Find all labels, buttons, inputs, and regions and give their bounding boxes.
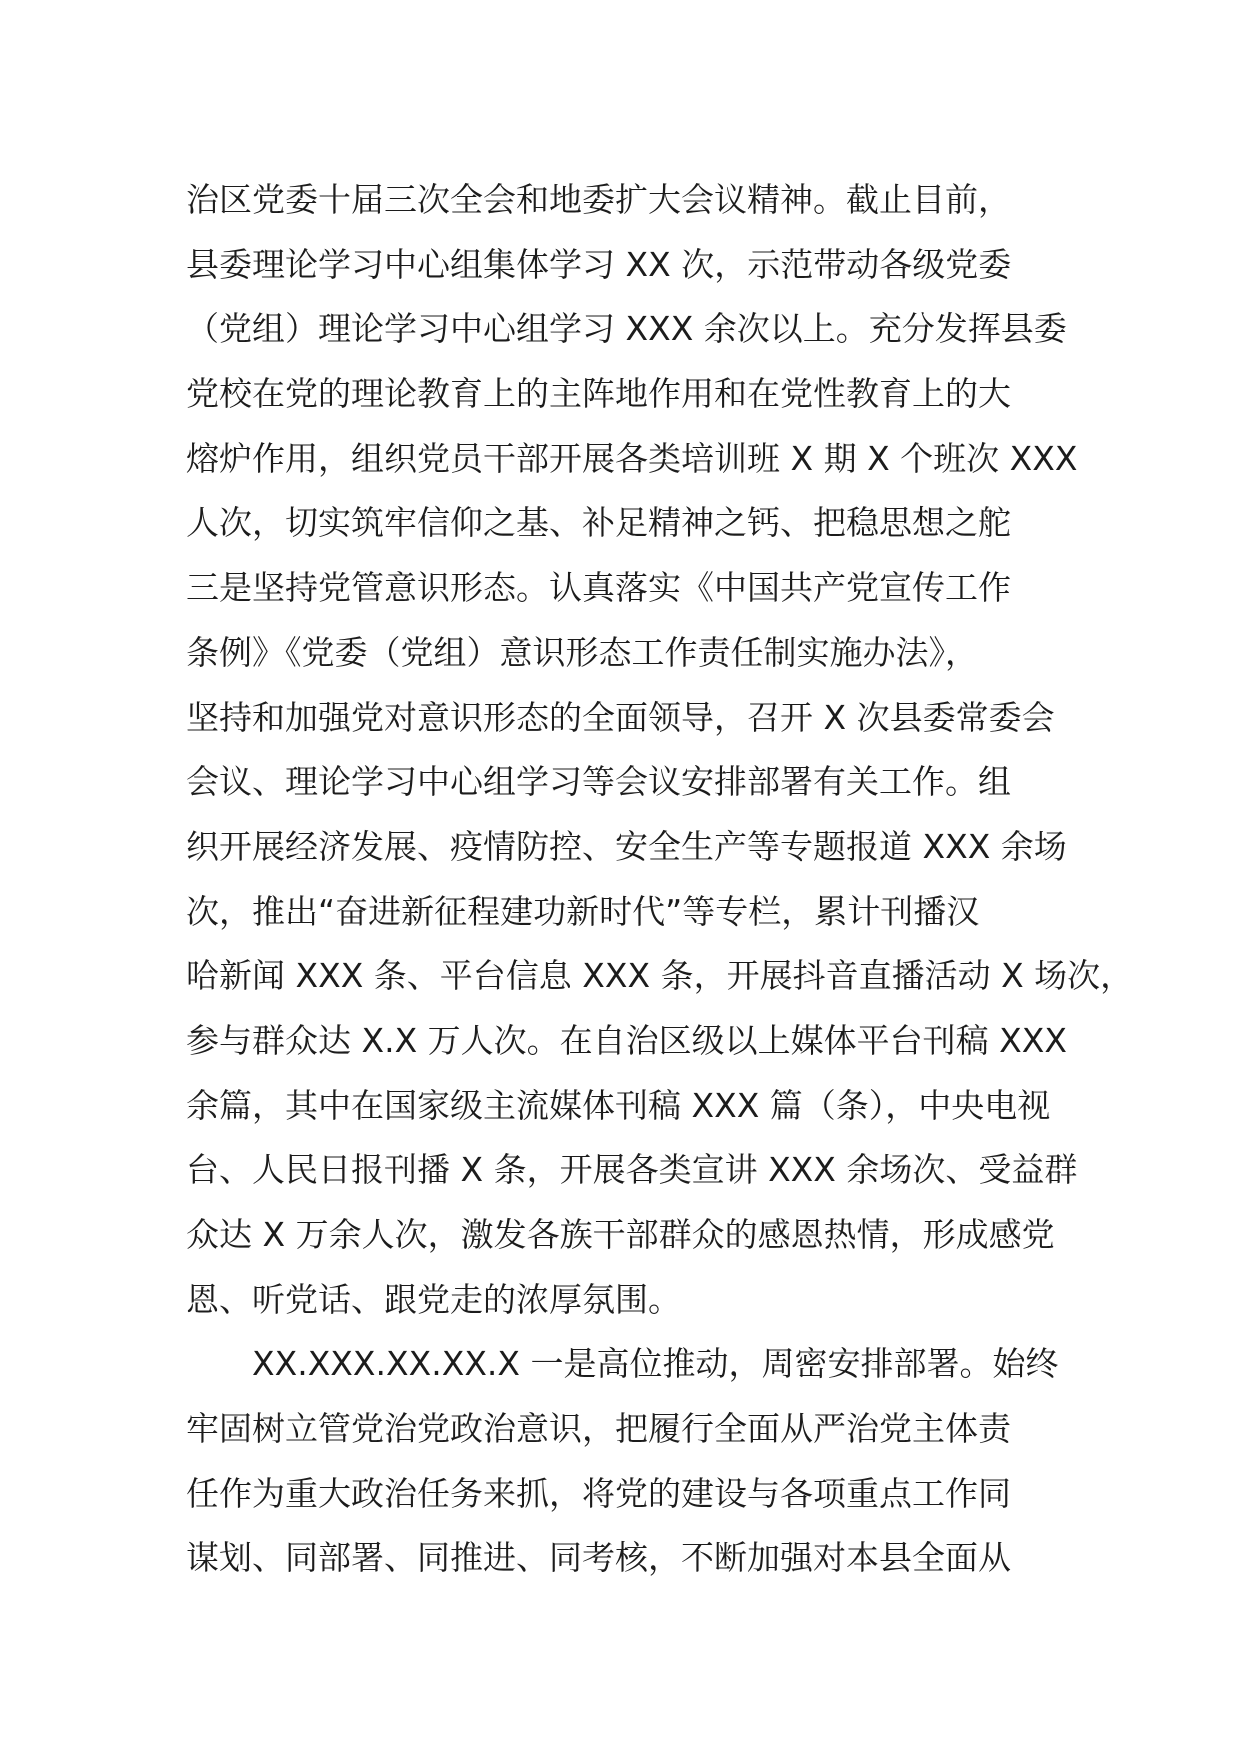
text-line: 任作为重大政治任务来抓，将党的建设与各项重点工作同 bbox=[186, 1473, 1011, 1513]
text-line: 牢固树立管党治党政治意识，把履行全面从严治党主体责 bbox=[186, 1409, 1011, 1449]
text-line: 熔炉作用，组织党员干部开展各类培训班 X 期 X 个班次 XXX bbox=[186, 438, 1078, 478]
text-line: 党校在党的理论教育上的主阵地作用和在党性教育上的大 bbox=[186, 374, 1011, 414]
text-line: 县委理论学习中心组集体学习 XX 次，示范带动各级党委 bbox=[186, 244, 1012, 284]
text-line: 恩、听党话、跟党走的浓厚氛围。 bbox=[186, 1279, 681, 1319]
text-line: 次，推出“奋进新征程建功新时代”等专栏，累计刊播汉 bbox=[186, 891, 980, 931]
text-line: 坚持和加强党对意识形态的全面领导，召开 X 次县委常委会 bbox=[186, 697, 1055, 737]
text-line: 台、人民日报刊播 X 条，开展各类宣讲 XXX 余场次、受益群 bbox=[186, 1150, 1078, 1190]
text-line: 条例》《党委（党组）意识形态工作责任制实施办法》， bbox=[186, 632, 978, 672]
text-line: 哈新闻 XXX 条、平台信息 XXX 条，开展抖音直播活动 X 场次， bbox=[186, 956, 1134, 996]
text-line: 参与群众达 X.X 万人次。在自治区级以上媒体平台刊稿 XXX bbox=[186, 1020, 1067, 1060]
text-line: 三是坚持党管意识形态。认真落实《中国共产党宣传工作 bbox=[186, 568, 1011, 608]
body-text bbox=[186, 168, 1134, 1591]
text-line: 会议、理论学习中心组学习等会议安排部署有关工作。组 bbox=[186, 762, 1011, 802]
text-line: 谋划、同部署、同推进、同考核，不断加强对本县全面从 bbox=[186, 1538, 1011, 1578]
text-line: （党组）理论学习中心组学习 XXX 余次以上。充分发挥县委 bbox=[186, 309, 1067, 349]
text-line: 余篇，其中在国家级主流媒体刊稿 XXX 篇（条），中央电视 bbox=[186, 1085, 1051, 1125]
text-line: 织开展经济发展、疫情防控、安全生产等专题报道 XXX 余场 bbox=[186, 826, 1067, 866]
text-line: 众达 X 万余人次，激发各族干部群众的感恩热情，形成感党 bbox=[186, 1215, 1055, 1254]
paragraph-start-line: XX.XXX.XX.XX.X 一是高位推动，周密安排部署。始终 bbox=[252, 1344, 1059, 1384]
text-line: 治区党委十届三次全会和地委扩大会议精神。截止目前， bbox=[186, 180, 1011, 219]
text-line: 人次，切实筑牢信仰之基、补足精神之钙、把稳思想之舵 bbox=[186, 503, 1011, 543]
